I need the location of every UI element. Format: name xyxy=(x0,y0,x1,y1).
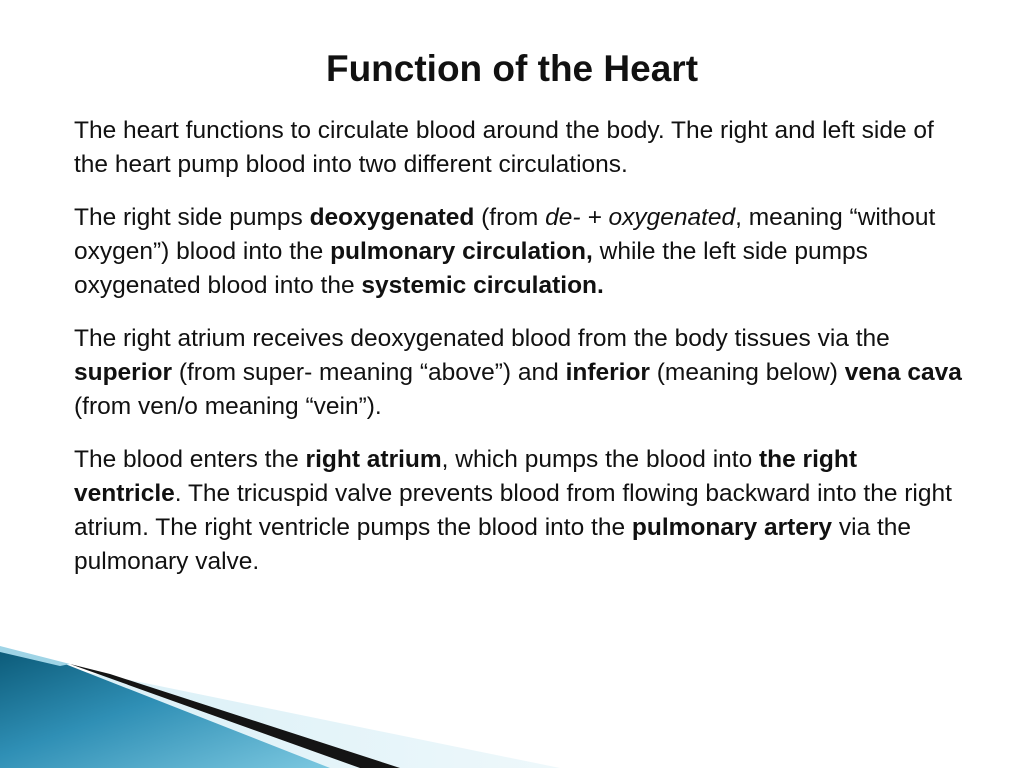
slide-body xyxy=(74,114,964,598)
text-run: via the pulmonary valve. xyxy=(74,514,912,575)
term-deoxygenated: deoxygenated xyxy=(309,204,475,231)
text-run: (from ven/o meaning “vein”). xyxy=(74,393,382,420)
text-run: while the left side pumps oxygenated blood into the xyxy=(74,238,868,299)
text-run: (from xyxy=(474,204,546,231)
paragraph-right-left-sides xyxy=(74,201,964,303)
text-run: The blood enters the xyxy=(74,446,306,473)
term-pulmonary-circulation: pulmonary circulation, xyxy=(330,238,593,265)
text-run: , meaning “without oxygen”) blood into the xyxy=(74,204,936,265)
text-run: , which pumps the blood into xyxy=(441,446,759,473)
term-systemic-circulation: systemic circulation. xyxy=(361,272,604,299)
term-inferior: inferior xyxy=(565,359,650,386)
text-run: The heart functions to circulate blood around the body. The right and left side of the heart pump blood into two different circulations. xyxy=(74,117,934,178)
text-run: The right side pumps xyxy=(74,204,310,231)
swoosh-teal-band xyxy=(0,648,330,768)
term-right-ventricle: the right ventricle xyxy=(74,446,857,507)
slide-title: Function of the Heart xyxy=(325,48,699,89)
term-etymology: de- + oxygenated xyxy=(545,204,736,231)
term-right-atrium: right atrium xyxy=(305,446,442,473)
paragraph-right-atrium xyxy=(74,322,964,424)
term-pulmonary-artery: pulmonary artery xyxy=(631,514,833,541)
text-run: (meaning below) xyxy=(649,359,845,386)
paragraph-circulation-overview xyxy=(74,114,964,182)
paragraph-blood-flow xyxy=(74,443,964,579)
text-run: (from super- meaning “above”) and xyxy=(172,359,566,386)
term-superior: superior xyxy=(74,359,173,386)
text-run: . The tricuspid valve prevents blood from flowing backward into the right atrium. The right ventricle pumps the blood into the xyxy=(74,480,952,541)
decorative-swoosh xyxy=(0,640,1024,768)
term-vena-cava: vena cava xyxy=(844,359,962,386)
text-run: The right atrium receives deoxygenated blood from the body tissues via the xyxy=(74,325,890,352)
